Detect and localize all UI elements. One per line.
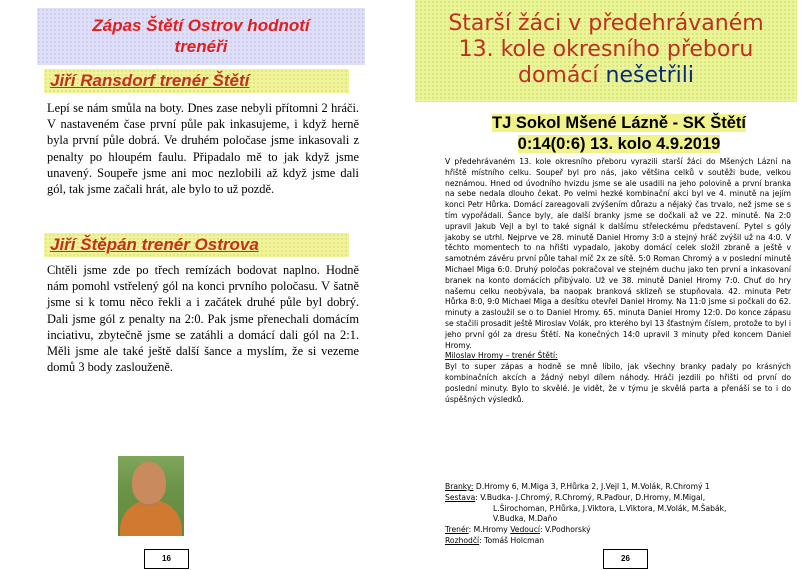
match-details bbox=[445, 482, 791, 547]
lineup-value-2: L.Širochoman, P.Hůrka, J.Viktora, L.Viktora, M.Volák, M.Šabák, bbox=[493, 503, 727, 513]
right-title-line-2: 13. kole okresního přeboru bbox=[458, 37, 754, 62]
match-teams: TJ Sokol Mšené Lázně - SK Štětí bbox=[492, 114, 746, 132]
match-report bbox=[445, 157, 791, 405]
match-result-heading bbox=[444, 113, 794, 155]
right-title-line-1: Starší žáci v předehrávaném bbox=[448, 11, 764, 36]
left-page-number: 16 bbox=[144, 549, 189, 569]
match-score-date: 0:14(0:6) 13. kolo 4.9.2019 bbox=[517, 135, 721, 153]
right-title-line-3 bbox=[415, 63, 797, 89]
coach-label: Trenér bbox=[445, 525, 469, 535]
lineup-row bbox=[445, 493, 791, 504]
goals-label: Branky: bbox=[445, 482, 474, 491]
right-title-word-domaci: domácí bbox=[517, 63, 599, 88]
coach-stetí-heading: Jiří Ransdorf trenér Štětí bbox=[44, 69, 349, 93]
lineup-value-3: V.Budka, M.Daňo bbox=[493, 514, 558, 524]
coach-comment-label: Miloslav Hromy – trenér Štětí: bbox=[445, 351, 558, 361]
goals-row bbox=[445, 482, 791, 493]
referee-value: : Tomáš Holcman bbox=[479, 535, 545, 545]
photo-head bbox=[132, 462, 166, 504]
left-title-line-2: trenéři bbox=[174, 37, 228, 56]
right-page-number: 26 bbox=[603, 549, 648, 569]
right-title-word-nesetrili: nešetřili bbox=[605, 63, 695, 88]
staff-row bbox=[445, 525, 791, 536]
coach-value: : M.Hromy bbox=[468, 525, 511, 535]
right-page bbox=[405, 0, 805, 570]
referee-label: Rozhodčí bbox=[445, 535, 480, 545]
coach-comment: Byl to super zápas a hodně se mně líbilo, jak všechny branky padaly po krásných kombinačních akcích a žádný nebyl dílem náhody. Hráči jezdili po hřišti od první do poslední minuty. Bylo to skvělé. Je vidět, že v týmu je skvělá parta a přenáší se to i do úspěšných výsledků. bbox=[445, 362, 791, 404]
right-page-title-box bbox=[415, 0, 797, 102]
left-title-line-1: Zápas Štětí Ostrov hodnotí bbox=[92, 16, 310, 35]
leader-label: Vedoucí bbox=[510, 525, 541, 535]
left-page-title-box bbox=[37, 8, 365, 65]
coach-stetí-statement: Lepí se nám smůla na boty. Dnes zase nebyli přítomni 2 hráči. V nastaveném čase první půle pak inkasujeme, i když herně byla první půle dobrá. Ve druhém poločase jsme inkasovali z penalty po hloupém faulu. Připadalo mě to jak když jsme unavený. Soupeře jsme ani moc nezlobili až když jsme dali gól, tak jsme začali hrát, ale bylo to už pozdě. bbox=[47, 101, 359, 197]
report-paragraph: V předehrávaném 13. kole okresního přeboru vyrazili starší žáci do Mšených Lázní na hřiště místního celku. Soupeř byl pro nás, jako většina celků v soutěži bude, velkou neznámou. Hned od úvodního hvizdu jsme se ale usadili na jeho polovině a první branka na sebe nedala dlouho čekat. Po velmi hezké kombinační akci byl ve 4. minutě na jejím konci Petr Hůrka. Domácí zareagovali zvýšením důrazu a nějaký čas trvalo, než jsme se s tím vypořádali. Šance byly, ale další branky jsme se dočkali až ve 22. minutě. Na 2:0 upravil Jakub Vejl a byl to také signál k dalšímu střeleckému představení. Pytel s góly jakoby se utrhl. Nejprve ve 28. minutě Daniel Hromy 3:0 a stejný hráč zvýšil už na 4:0. V těchto momentech to na hřišti vypadalo, jakoby domácí celek složil zbraně a ještě v samotném závěru první půle tahal míč 2x ze sítě. 5:0 Roman Chromý a v poslední minutě Michael Miga 6:0. Druhý poločas pokračoval ve stejném duchu jako ten první a inkasovaní branek na konto domácích přibývalo. Už ve 38. minutě Daniel Hromy 7:0. Chuť do hry našemu celku neobývala, ba naopak branková sklizeň se stupňovala. 42. minuta Petr Hůrka 8:0, 9:0 Michael Miga a desítku otevřel Daniel Hromy. Na 11:0 jsme si počkali do 62. minuty a zasloužil se o to Daniel Hromy. 65. minuta Daniel Hromy 12:0. Do konce zápasu se stačili prosadit ještě Miroslav Volák, pro kterého byl 13 šťastným číslem, protože to byl i jeho první gól za dresu Štětí. Na konečných 14:0 upravil 3 minuty před koncem Daniel Hromy. bbox=[445, 157, 791, 350]
goals-value: D.Hromy 6, M.Miga 3, P.Hůrka 2, J.Vejl 1, M.Volák, R.Chromý 1 bbox=[473, 482, 710, 491]
left-page bbox=[0, 0, 400, 570]
referee-row bbox=[445, 536, 791, 547]
leader-value: : V.Podhorský bbox=[540, 525, 591, 535]
coach-ostrov-heading: Jiří Štěpán trenér Ostrova bbox=[44, 233, 349, 257]
lineup-value-1: : V.Budka- J.Chromý, R.Chromý, R.Paďour, D.Hromy, M.Migal, bbox=[475, 492, 706, 502]
coach-photo bbox=[118, 456, 184, 536]
lineup-label: Sestava bbox=[445, 492, 476, 502]
coach-ostrov-statement: Chtěli jsme zde po třech remízách bodovat naplno. Hodně nám pomohl vstřelený gól na konci prvního poločasu. V šatně jsme si k tomu něco řekli a i začátek druhé půle byl dobrý. Dali jsme gól z penalty na 2:0. Pak jsme přenechali domácím inciativu, zbytečně jsme se zatáhli a domácí dali gól na 2:1. Měli jsme ale také ještě další šance a myslím, že si vezeme domů 3 body zaslouženě. bbox=[47, 263, 359, 375]
